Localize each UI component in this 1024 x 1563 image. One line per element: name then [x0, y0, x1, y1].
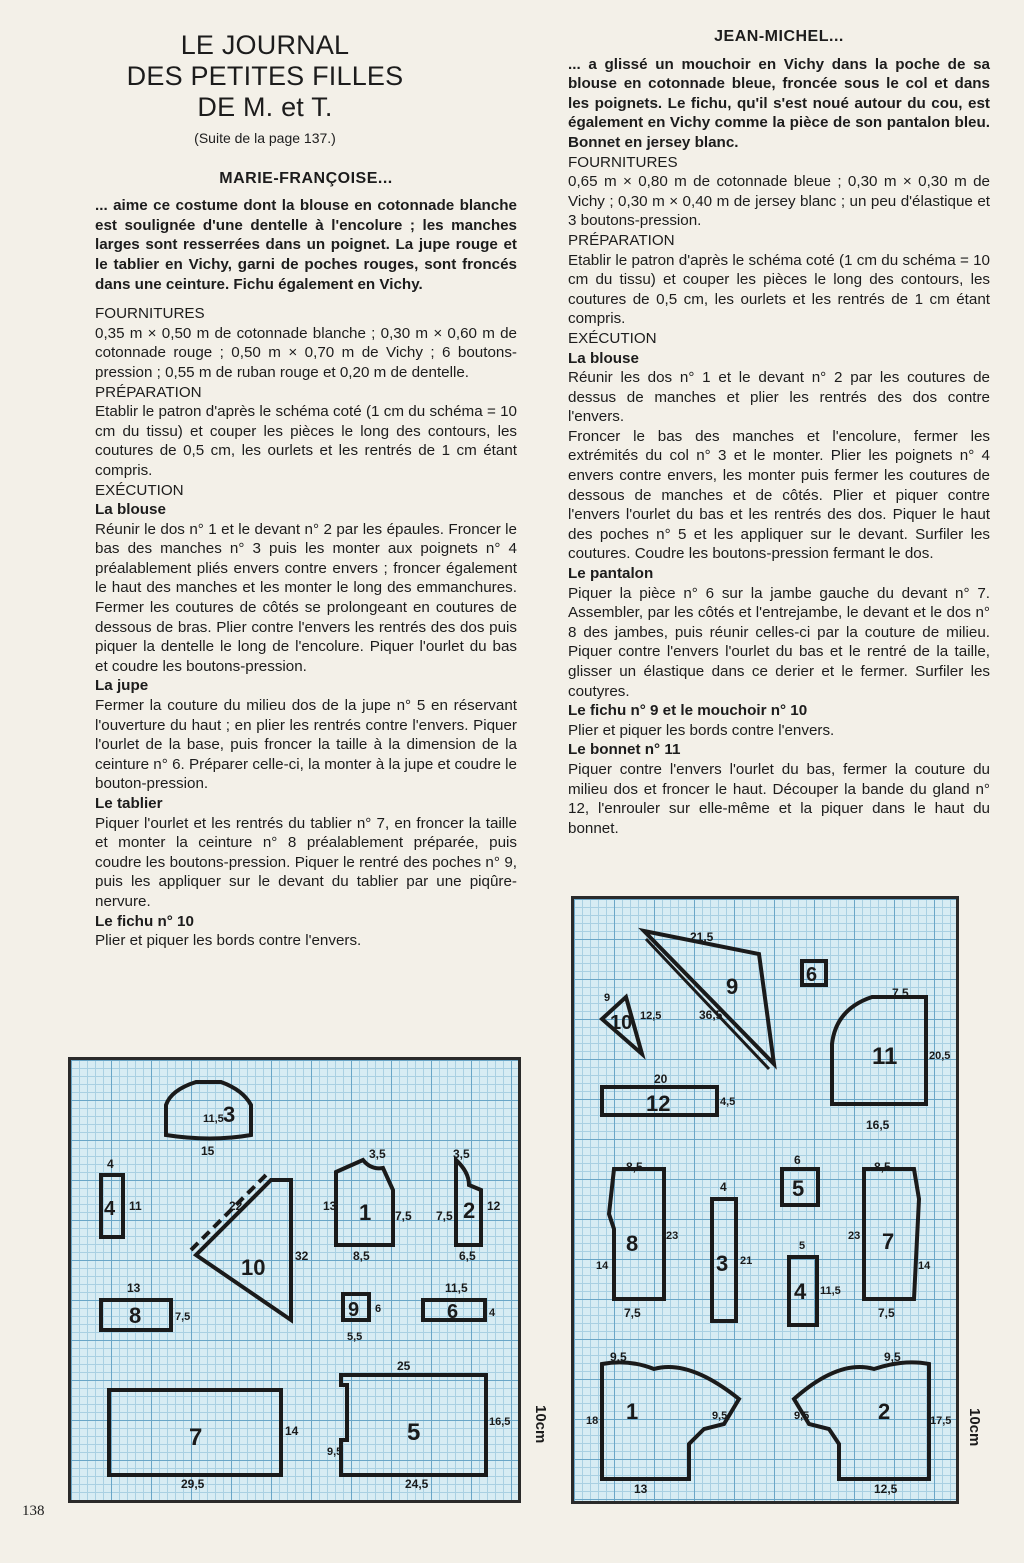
piece-number-5: 5 — [792, 1176, 805, 1201]
page-number: 138 — [22, 1503, 45, 1519]
piece-number-11: 11 — [872, 1043, 898, 1070]
journal-title — [55, 30, 475, 123]
piece-number-6: 6 — [806, 964, 818, 986]
tablier-label: Le tablier — [95, 795, 163, 812]
dimension-label: 8,5 — [874, 1160, 891, 1174]
dimension-label: 23 — [666, 1230, 679, 1242]
blouse-text-right-2: Froncer le bas des manches et l'encolure, fermer les extrémités du col n° 3 et le monter. Plier les poignets n° 4 envers contre envers, les monter puis fermer les coutures de dessous de manches et de côtés. Plier et piquer contre l'envers l'ourlet du bas et les rentrés des dos. Piquer le haut des poches n° 5 et les appliquer sur le devant. Surfiler les coutures. Coudre les boutons-pression fermant le dos. — [568, 427, 990, 563]
dimension-label: 5 — [799, 1240, 806, 1252]
piece-number-7: 7 — [882, 1229, 895, 1254]
fournitures-text: 0,35 m × 0,50 m de cotonnade blanche ; 0,30 m × 0,60 m de cotonnade rouge ; 0,50 m × 0,70 m de Vichy ; 6 boutons-pression ; 0,55 m de ruban rouge et 0,20 m de dentelle. — [95, 324, 517, 381]
title-line-1: LE JOURNAL — [180, 30, 350, 60]
pantalon-text: Piquer la pièce n° 6 sur la jambe gauche du devant n° 7. Assembler, par les côtés et l'entrejambe, le devant et le dos n° 8 des jambes, puis réunir celles-ci par la couture de milieu. Piquer contre l'envers l'ourlet du bas et le rentré de la taille, glisser un élastique dans ce derier et le fermer. Surfiler les coutyres. — [568, 584, 990, 700]
fold-line-9 — [646, 939, 769, 1069]
dimension-label: 20 — [654, 1072, 668, 1086]
fournitures-label-right: FOURNITURES — [568, 153, 678, 171]
pattern-schema-right — [571, 896, 959, 1504]
dimension-label: 5,5 — [347, 1331, 363, 1343]
jupe-text: Fermer la couture du milieu dos de la jupe n° 5 en réservant l'ouverture du haut ; en plier les rentrés contre l'envers. Piquer l'ourlet de la base, puis froncer la taille à la dimension de la ceinture n° 6. Préparer celle-ci, la monter à la jupe et coudre le bouton-pression. — [95, 697, 517, 793]
dimension-label: 11 — [129, 1199, 142, 1213]
dimension-label: 14 — [596, 1260, 609, 1272]
jupe-label: La jupe — [95, 677, 149, 695]
dimension-label: 25 — [397, 1359, 411, 1373]
section-heading-marie-francoise: MARIE-FRANÇOISE... — [219, 169, 393, 187]
left-column — [95, 30, 517, 951]
blouse-text: Réunir le dos n° 1 et le devant n° 2 par les épaules. Froncer le bas des manches n° 3 puis les monter aux poignets n° 4 préalablement pliés envers contre envers ; froncer également le haut des manches et les monter le long des emmanchures. Fermer les coutures de côtés se prolongeant en coutures de dessous de bras. Plier contre l'envers les rentrés des dos puis piquer la dentelle le long de l'encolure. Piquer l'ourlet du bas et coudre les boutons-pression. — [95, 520, 517, 675]
dimension-label: 16,5 — [489, 1416, 511, 1428]
blouse-text-right: Réunir les dos n° 1 et le devant n° 2 par les coutures de dessus de manches et plier les rentrés des dos contre l'envers. — [568, 369, 990, 426]
dimension-label: 9,5 — [610, 1350, 627, 1364]
piece-number-3: 3 — [223, 1102, 236, 1127]
piece-number-9: 9 — [348, 1299, 360, 1321]
dimension-label: 3,5 — [369, 1147, 386, 1161]
title-line-2: DES PETITES FILLES — [126, 61, 404, 91]
fichu-mouchoir-label: Le fichu n° 9 et le mouchoir n° 10 — [568, 702, 808, 720]
piece-number-8: 8 — [626, 1231, 639, 1256]
dimension-label: 9,5 — [712, 1410, 728, 1422]
piece-number-9: 9 — [726, 974, 739, 999]
dimension-label: 23 — [848, 1230, 861, 1242]
dimension-label: 20,5 — [929, 1050, 951, 1062]
intro-paragraph-right: ... a glissé un mouchoir en Vichy dans la poche de sa blouse en cotonnade bleue, froncée sous le col et dans les poignets. Le fichu, qu'il s'est noué autour du cou, est également en Vichy comme la pièce de son pantalon bleu. Bonnet en jersey blanc. — [568, 55, 990, 151]
section-heading-jean-michel: JEAN-MICHEL... — [714, 28, 844, 45]
dimension-label: 13 — [127, 1281, 141, 1295]
dimension-label: 11,5 — [203, 1113, 224, 1125]
piece-number-10: 10 — [610, 1012, 633, 1034]
fournitures-text-right: 0,65 m × 0,80 m de cotonnade bleue ; 0,30 m × 0,30 m de Vichy ; 0,30 m × 0,40 m de jersey blanc ; un peu d'élastique et 3 boutons-pression. — [568, 173, 990, 230]
blouse-label-right: La blouse — [568, 349, 639, 367]
piece-number-7: 7 — [189, 1424, 203, 1451]
dimension-label: 18 — [586, 1415, 599, 1427]
dimension-label: 9,5 — [794, 1410, 810, 1422]
dimension-label: 9 — [604, 992, 611, 1004]
title-line-3: DE M. et T. — [197, 92, 333, 122]
dimension-label: 4,5 — [720, 1096, 736, 1108]
dimension-label: 6,5 — [459, 1249, 476, 1263]
dimension-label: 7,5 — [436, 1209, 453, 1223]
piece-number-1: 1 — [626, 1399, 639, 1424]
dimension-label: 21,5 — [690, 930, 714, 944]
dimension-label: 9,5 — [884, 1350, 901, 1364]
fichu-text: Plier et piquer les bords contre l'envers. — [95, 932, 362, 950]
preparation-label: PRÉPARATION — [95, 383, 202, 401]
pattern-schema-left — [68, 1057, 521, 1503]
dimension-label: 13 — [323, 1199, 337, 1213]
dimension-label: 4 — [107, 1157, 114, 1171]
piece-number-3: 3 — [716, 1251, 729, 1276]
dimension-label: 12 — [487, 1199, 501, 1213]
dimension-label: 8,5 — [353, 1249, 370, 1263]
dimension-label: 6 — [794, 1153, 801, 1167]
piece-number-1: 1 — [359, 1200, 372, 1225]
dimension-label: 36,5 — [699, 1008, 723, 1022]
dimension-label: 12,5 — [874, 1482, 898, 1496]
dimension-label: 7,5 — [624, 1306, 641, 1320]
execution-label: EXÉCUTION — [95, 481, 184, 499]
piece-outline-9 — [644, 931, 774, 1064]
dimension-label: 12,5 — [640, 1010, 662, 1022]
piece-number-2: 2 — [878, 1399, 891, 1424]
piece-number-2: 2 — [463, 1198, 476, 1223]
dimension-label: 9,5 — [327, 1446, 343, 1458]
dimension-label: 6 — [375, 1303, 382, 1315]
pattern-drawing-left — [71, 1060, 518, 1500]
scale-label-right: 10cm — [966, 1408, 983, 1447]
blouse-label: La blouse — [95, 501, 166, 519]
dimension-label: 4 — [720, 1180, 727, 1194]
piece-outline-3 — [166, 1082, 251, 1139]
dimension-label: 13 — [634, 1482, 648, 1496]
intro-paragraph: ... aime ce costume dont la blouse en cotonnade blanche est soulignée d'une dentelle à l'encolure ; les manches larges sont resserrées dans un poignet. La jupe rouge et le tablier en Vichy, garni de poches rouges, sont froncés dans une ceinture. Fichu également en Vichy. — [95, 197, 517, 293]
dimension-label: 32 — [295, 1249, 309, 1263]
piece-number-12: 12 — [646, 1091, 671, 1116]
dimension-label: 14 — [918, 1260, 931, 1272]
dimension-label: 17,5 — [930, 1415, 952, 1427]
preparation-label-right: PRÉPARATION — [568, 231, 675, 249]
pattern-drawing-right — [574, 899, 956, 1501]
piece-number-5: 5 — [407, 1419, 421, 1446]
dimension-label: 7,5 — [175, 1311, 191, 1323]
dimension-label: 21 — [740, 1255, 753, 1267]
dimension-label: 14 — [285, 1424, 299, 1438]
dimension-label: 7,5 — [395, 1209, 412, 1223]
piece-number-10: 10 — [241, 1255, 266, 1280]
bonnet-text: Piquer contre l'envers l'ourlet du bas, fermer la couture du milieu dos et froncer le haut. Découper la bande du gland n° 12, l'enrouler sur elle-même et la piquer dans le haut du bonnet. — [568, 760, 990, 837]
dimension-label: 11,5 — [820, 1285, 841, 1297]
dimension-label: 16,5 — [866, 1118, 890, 1132]
continuation-note: (Suite de la page 137.) — [194, 130, 336, 146]
fichu-label: Le fichu n° 10 — [95, 912, 194, 930]
scale-label-left: 10cm — [532, 1405, 549, 1444]
piece-number-4: 4 — [794, 1279, 807, 1304]
dimension-label: 7,5 — [878, 1306, 895, 1320]
fichu-mouchoir-text: Plier et piquer les bords contre l'envers. — [568, 721, 835, 739]
tablier-text: Piquer l'ourlet et les rentrés du tablier n° 7, en froncer la taille et monter la ceinture n° 8 préalablement préparée, puis coudre les boutons-pression. Piquer le rentré des poches n° 9, puis les appliquer sur le devant du tablier par une piqûre-nervure. — [95, 814, 517, 910]
preparation-text-right: Etablir le patron d'après le schéma coté (1 cm du schéma = 10 cm du tissu) et couper les pièces le long des contours, les coutures de 0,5 cm, les ourlets et les rentrés de 1 cm étant compris. — [568, 251, 990, 328]
fournitures-label: FOURNITURES — [95, 305, 205, 323]
pantalon-label: Le pantalon — [568, 565, 654, 583]
right-column — [568, 27, 990, 838]
dimension-label: 24,5 — [405, 1477, 429, 1491]
piece-number-8: 8 — [129, 1303, 142, 1328]
dimension-label: 15 — [201, 1144, 215, 1158]
dimension-label: 29,5 — [181, 1477, 205, 1491]
piece-number-4: 4 — [104, 1198, 116, 1220]
dimension-label: 11,5 — [445, 1281, 468, 1295]
dimension-label: 3,5 — [453, 1147, 470, 1161]
dimension-label: 22 — [229, 1199, 243, 1213]
execution-label-right: EXÉCUTION — [568, 329, 657, 347]
preparation-text: Etablir le patron d'après le schéma coté (1 cm du schéma = 10 cm du tissu) et couper les pièces le long des contours, les coutures de 0,5 cm, les ourlets et les rentrés de 1 cm étant compris. — [95, 403, 517, 479]
dimension-label: 7,5 — [892, 986, 909, 1000]
piece-outline-2 — [794, 1362, 929, 1479]
dimension-label: 4 — [489, 1307, 496, 1319]
dimension-label: 8,5 — [626, 1160, 643, 1174]
piece-number-6: 6 — [447, 1301, 459, 1323]
bonnet-label: Le bonnet n° 11 — [568, 741, 681, 759]
piece-outline-10 — [196, 1180, 291, 1320]
